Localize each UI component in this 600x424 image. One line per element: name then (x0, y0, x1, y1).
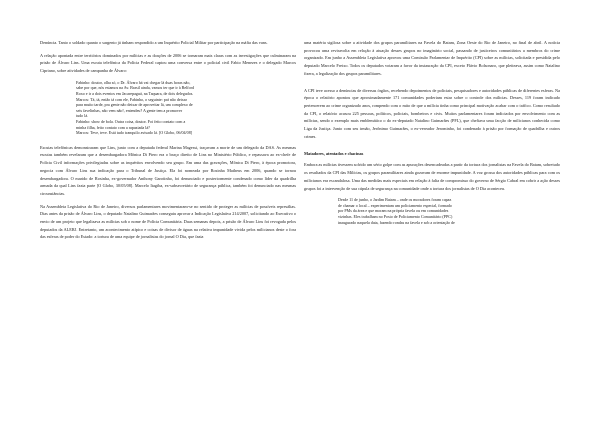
quote-line: Marcos: Teve, teve. Está tudo tranquilo avisado lá. [O Globo, 06/04/08] (76, 130, 193, 136)
block-quote-batam (338, 197, 558, 225)
paragraph: Na Assembleia Legislativa do Rio de Janeiro, diversos parlamentares movimentaram-se no sentido de proteger as milícias de possíveis represálias. Dias antes da prisão de Álvaro Lins, o deputado Natalino Guimarães conseguiu aprovar a Indicação Legislativa 214/2007, solicitando ao Executivo o envio de um projeto que legalizava as milícias sob o nome de Polícia Comunitária. Duas semanas depois, a prisão de Álvaro Lins foi revogada pelos deputados da ALERJ. Entretanto, um acontecimento atípico e coisas de divisor de águas na relativa impunidade vivida pelos milicianos deste o fora das esferas de poder do Estado: a tortura de uma equipe de jornalistas do jornal O Dia, que fazia (40, 203, 296, 240)
right-column (304, 39, 560, 233)
quote-line: Desde 11 de junho, o Jardim Batam – onde os moradores foram capaz (338, 197, 452, 203)
quote-line: de chamar o local – experimentam um policiamento especial, formado (338, 202, 452, 208)
quote-line: inaugurado naquela data, fazendo rondas na favela e sob a orientação de (338, 219, 455, 225)
paragraph: A relação apontada entre territórios dominados por milícias e as doações de 2006 se tornaram mais claras com as investigações que culminaram na prisão de Álvaro Lins. Uma escuta telefônica da Polícia Federal captou uma conversa entre o policial civil Fabio Menezes e o delegado Marcos Cipriano, sobre atividades de campanha de Álvaro: (40, 52, 296, 74)
quote-line: tudo lá. (76, 113, 89, 119)
quote-line: para muito tarde, pra gente não deixar de aproveitar lá, um complexo de (76, 102, 193, 108)
quote-line: Fabinho: doutor, olha só, o Dr. Álvaro há vai chegar lá duas horas não, (76, 79, 191, 85)
block-quote-wiretap (76, 80, 296, 136)
paragraph: Embora as milícias tivessem sofrido um sério golpe com as apurações desencadeadas a partir da tortura dos jornalistas na Favela do Batam, sobretudo os resultados da CPI das Milícias, os grupos paramilitares ainda gozavam de enorme impunidade. A voz grossa dos autoridades públicas para com os milicianos era escandalosa. Uma das medidas mais especiais em relação à falta de compromisso do governo de Sérgio Cabral em cobrir a ação desses grupos foi a intervenção de sua cúpula de segurança na comunidade onde a tortura dos jornalistas de O Dia aconteceu. (304, 162, 560, 191)
paragraph: uma matéria sigilosa sobre a atividade dos grupos paramilitares na Favela do Batam, Zona Oeste do Rio de Janeiro, no final de abril. A notícia provocou uma reviravolta em relação à atuação desses grupos no imaginário social, passando de justiceiros comunitários a membros do crime organizado. Em junho a Assembleia Legislativa aprovou uma Comissão Parlamentar de Inquérito (CPI) sobre as milícias, solicitada e presidida pelo deputado Marcelo Freixo. Todos os deputados votaram a favor da instauração da CPI, exceto Flávio Bolsonaro, que pleiteava, assim como Natalino fizera, a legalização dos grupos paramilitares. (304, 40, 560, 76)
left-column (40, 39, 296, 246)
quote-line: Marcos: Tá, tá, então tá com ele, Fabinho, o seguinte: prá não deixar (76, 96, 187, 102)
paragraph: Denúncia. Tanto o soldado quanto o sargento já tinham respondido a um Inquérito Policial Militar por participação na máfia das vans. (40, 40, 268, 45)
quote-line: Roxo e ir a dois eventos em Jacarepaguá, na Taquara, de dois delegados. (76, 91, 194, 96)
quote-line: por PMs da área e que moram na própria favela ou em comunidades (338, 208, 449, 214)
quote-line: Fabinho: show de bola. Outra coisa, doutor. Foi feito contato com a (76, 118, 186, 124)
paragraph: Escutas telefônicas demonstraram que Lins, junto com a deputada federal Marina Magessi, traçavam a morte de um delegado da DAS. As mesmas escutas também revelaram que a desembargadora Mônica Di Piero era o braço direito de Lins no Ministério Público, e repassava ao ex-chefe de Polícia Civil informações privilegiadas sobre as inquéritos envolvendo seu grupo. Em uma das gravações, Mônica Di Piero, à época promotora, negocia com Álvaro Lins sua indicação para o Tribunal de Justiça. Ela foi nomeada por Rosinha Matheus em 2006, quando se tornou desembargadora. O marido de Rosinha, ex-governador Anthony Garotinho, foi denunciado e posteriormente condenado como líder da quadrilha armada da qual Lins fazia parte [O Globo, 30/05/08]. Marcelo Itagiba, ex-subsecretário de segurança pública, também foi denunciado nas mesmas circunstâncias. (40, 144, 296, 196)
quote-line: seis favelinhas, não vem não!, entendeu? A gente tem a promover (76, 107, 183, 113)
section-heading: Matadores, atentados e chacinas (304, 151, 364, 157)
quote-line: sabe por que, nós estamos na Av. Brasil ainda, vamos ter que ir à Belford (76, 85, 195, 91)
paragraph: A CPI teve acesso a denúncias de diversas órgãos, recebendo depoimentos de policiais, pesquisadores e autoridades públicas de diferentes esferas. Na época o relatório apontou que aproximadamente 171 comunidades poderiam estar sobre o controle dos milicias. Desses, 119 foram indicado pertencerem ao crime organizado anos, rompendo com o mito de que a milícia tinha como principal motivação acabar com o tráfico. Como resultado da CPI, o relatório acusou 225 pessoas, políticos, policiais, bombeiros e civis. Muitos parlamentares foram indiciados por envolvimento com as milícias, sendo o exemplo mais emblemático o do ex-deputado Natalino Guimarães (PFL), que chefiava uma facção de milicianos conhecida como Liga da Justiça. Junto com seu irmão, Jerônimo Guimarães, o ex-vereador Jerominho, foi condenado à prisão por formação de quadrilha e outros crimes. (304, 87, 560, 139)
quote-line: minha filha, feito contato com a rapaziada lá? (76, 124, 150, 130)
quote-line: vizinhas. Eles trabalham no Posto de Policiamento Comunitário (PPC) (338, 214, 453, 220)
